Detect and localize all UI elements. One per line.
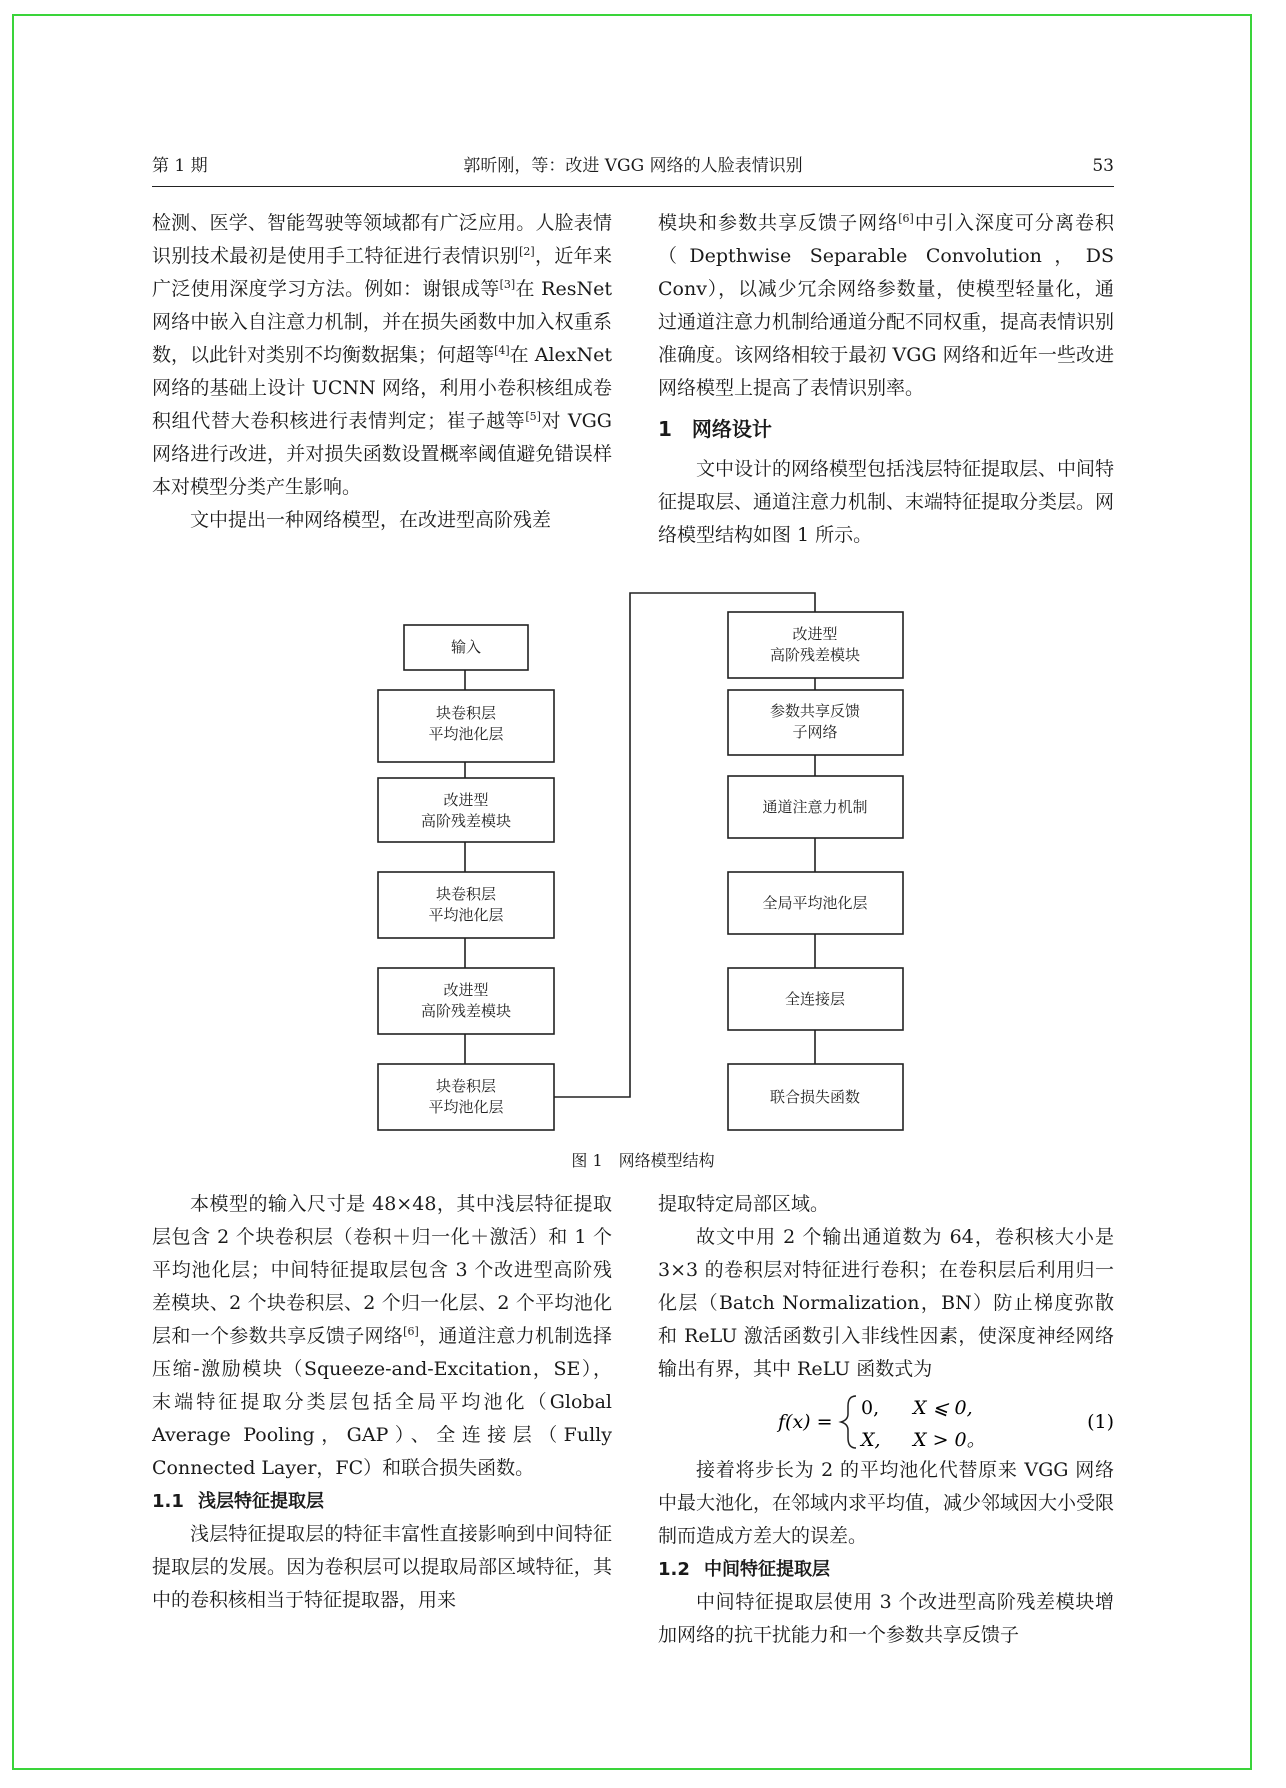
flow-box-label: 改进型: [443, 791, 489, 809]
flow-box-label: 改进型: [443, 981, 489, 999]
citation: [3]: [499, 278, 516, 291]
flow-box-label: 高阶残差模块: [420, 812, 512, 830]
subsection-heading: 1.1 浅层特征提取层: [152, 1491, 324, 1512]
flow-box-label: 通道注意力机制: [762, 798, 868, 816]
flow-box: [728, 612, 903, 678]
flow-box-label: 平均池化层: [428, 906, 504, 924]
subsection-heading: 1.2 中间特征提取层: [658, 1559, 830, 1580]
case-condition: X ⩽ 0,: [913, 1397, 973, 1419]
equation-graphic: [658, 1386, 1114, 1454]
case-value: 0,: [861, 1397, 880, 1419]
paragraph: 提取特定局部区域。: [658, 1193, 830, 1215]
equation-lhs: f(x) =: [778, 1411, 833, 1433]
flow-box: [378, 778, 554, 842]
flow-box: [378, 872, 554, 938]
citation: [6]: [403, 1325, 419, 1338]
flow-box-label: 子网络: [792, 723, 838, 741]
citation: [2]: [519, 245, 535, 258]
paragraph: 本模型的输入尺寸是 48×48，其中浅层特征提取层包含 2 个块卷积层（卷积＋归一化＋激活）和 1 个平均池化层；中间特征提取层包含 3 个改进型高阶残差模块、2 个块卷积层、2 个归一化层、2 个平均池化层和一个参数共享反馈子网络[6]，通道注意力机制选择压缩-激励模块（Squeeze-and-Excitation，SE），末端特征提取分类层包括全局平均池化（Global Average Pooling，GAP）、全连接层（Fully Connected Layer，FC）和联合损失函数。: [152, 1193, 612, 1479]
flow-box-label: 平均池化层: [428, 725, 504, 743]
flow-box-label: 联合损失函数: [769, 1088, 861, 1106]
brace: [841, 1396, 856, 1448]
figure-caption: 图 1 网络模型结构: [571, 1151, 715, 1170]
paragraph: 模块和参数共享反馈子网络[6]中引入深度可分离卷积（Depthwise Separable Convolution，DS Conv），以减少冗余网络参数量，使模型轻量化，通过通道注意力机制给通道分配不同权重，提高表情识别准确度。该网络相较于最初 VGG 网络和近年一些改进网络模型上提高了表情识别率。: [658, 212, 1115, 399]
paragraph: 故文中用 2 个输出通道数为 64，卷积核大小是 3×3 的卷积层对特征进行卷积；在卷积层后利用归一化层（Batch Normalization，BN）防止梯度弥散和 ReLU 激活函数引入非线性因素，使深度神经网络输出有界，其中 ReLU 函数式为: [658, 1226, 1114, 1380]
flow-box-label: 块卷积层: [435, 1077, 497, 1095]
paragraph: 文中提出一种网络模型，在改进型高阶残差: [190, 509, 552, 531]
left-column-bottom: [152, 1188, 612, 1617]
paragraph: 浅层特征提取层的特征丰富性直接影响到中间特征提取层的发展。因为卷积层可以提取局部区域特征，其中的卷积核相当于特征提取器，用来: [152, 1523, 612, 1611]
paragraph: 中间特征提取层使用 3 个改进型高阶残差模块增加网络的抗干扰能力和一个参数共享反馈子: [658, 1591, 1114, 1646]
equation-number: (1): [1087, 1411, 1114, 1433]
relu-equation: [658, 1386, 1114, 1454]
flow-box-label: 平均池化层: [428, 1098, 504, 1116]
flow-box-label: 输入: [450, 638, 482, 656]
running-header-title: 郭昕刚，等：改进 VGG 网络的人脸表情识别: [463, 156, 803, 176]
running-header-issue: 第 1 期: [152, 156, 208, 176]
paragraph: 检测、医学、智能驾驶等领域都有广泛应用。人脸表情识别技术最初是使用手工特征进行表情识别[2]，近年来广泛使用深度学习方法。例如：谢银成等[3]在 ResNet 网络中嵌入自注意力机制，并在损失函数中加入权重系数，以此针对类别不均衡数据集；何超等[4]在 AlexNet 网络的基础上设计 UCNN 网络，利用小卷积核组成卷积组代替大卷积核进行表情判定；崔子越等[5]对 VGG 网络进行改进，并对损失函数设置概率阈值避免错误样本对模型分类产生影响。: [152, 212, 612, 498]
paragraph: 接着将步长为 2 的平均池化代替原来 VGG 网络中最大池化，在邻域内求平均值，减少邻域因大小受限制而造成方差大的误差。: [658, 1459, 1115, 1547]
flow-box: [378, 968, 554, 1034]
flow-box-label: 高阶残差模块: [769, 646, 861, 664]
flow-box-label: 改进型: [792, 625, 838, 643]
citation: [5]: [525, 410, 541, 423]
case-condition: X > 0。: [913, 1429, 986, 1451]
flow-box-label: 全局平均池化层: [762, 894, 868, 912]
case-value: X,: [861, 1429, 881, 1451]
page-number: 53: [1092, 156, 1114, 176]
flow-box-label: 参数共享反馈: [769, 702, 861, 720]
flow-box-label: 全连接层: [784, 990, 846, 1008]
flow-box-label: 块卷积层: [435, 885, 497, 903]
section-heading: 1 网络设计: [658, 417, 772, 441]
flow-box-label: 块卷积层: [435, 704, 497, 722]
flow-box: [378, 1064, 554, 1130]
citation: [4]: [494, 344, 510, 357]
right-column-bottom: [658, 1188, 1114, 1652]
flow-box-label: 高阶残差模块: [420, 1002, 512, 1020]
paragraph: 文中设计的网络模型包括浅层特征提取层、中间特征提取层、通道注意力机制、末端特征提取分类层。网络模型结构如图 1 所示。: [658, 458, 1115, 546]
citation: [6]: [898, 212, 914, 225]
